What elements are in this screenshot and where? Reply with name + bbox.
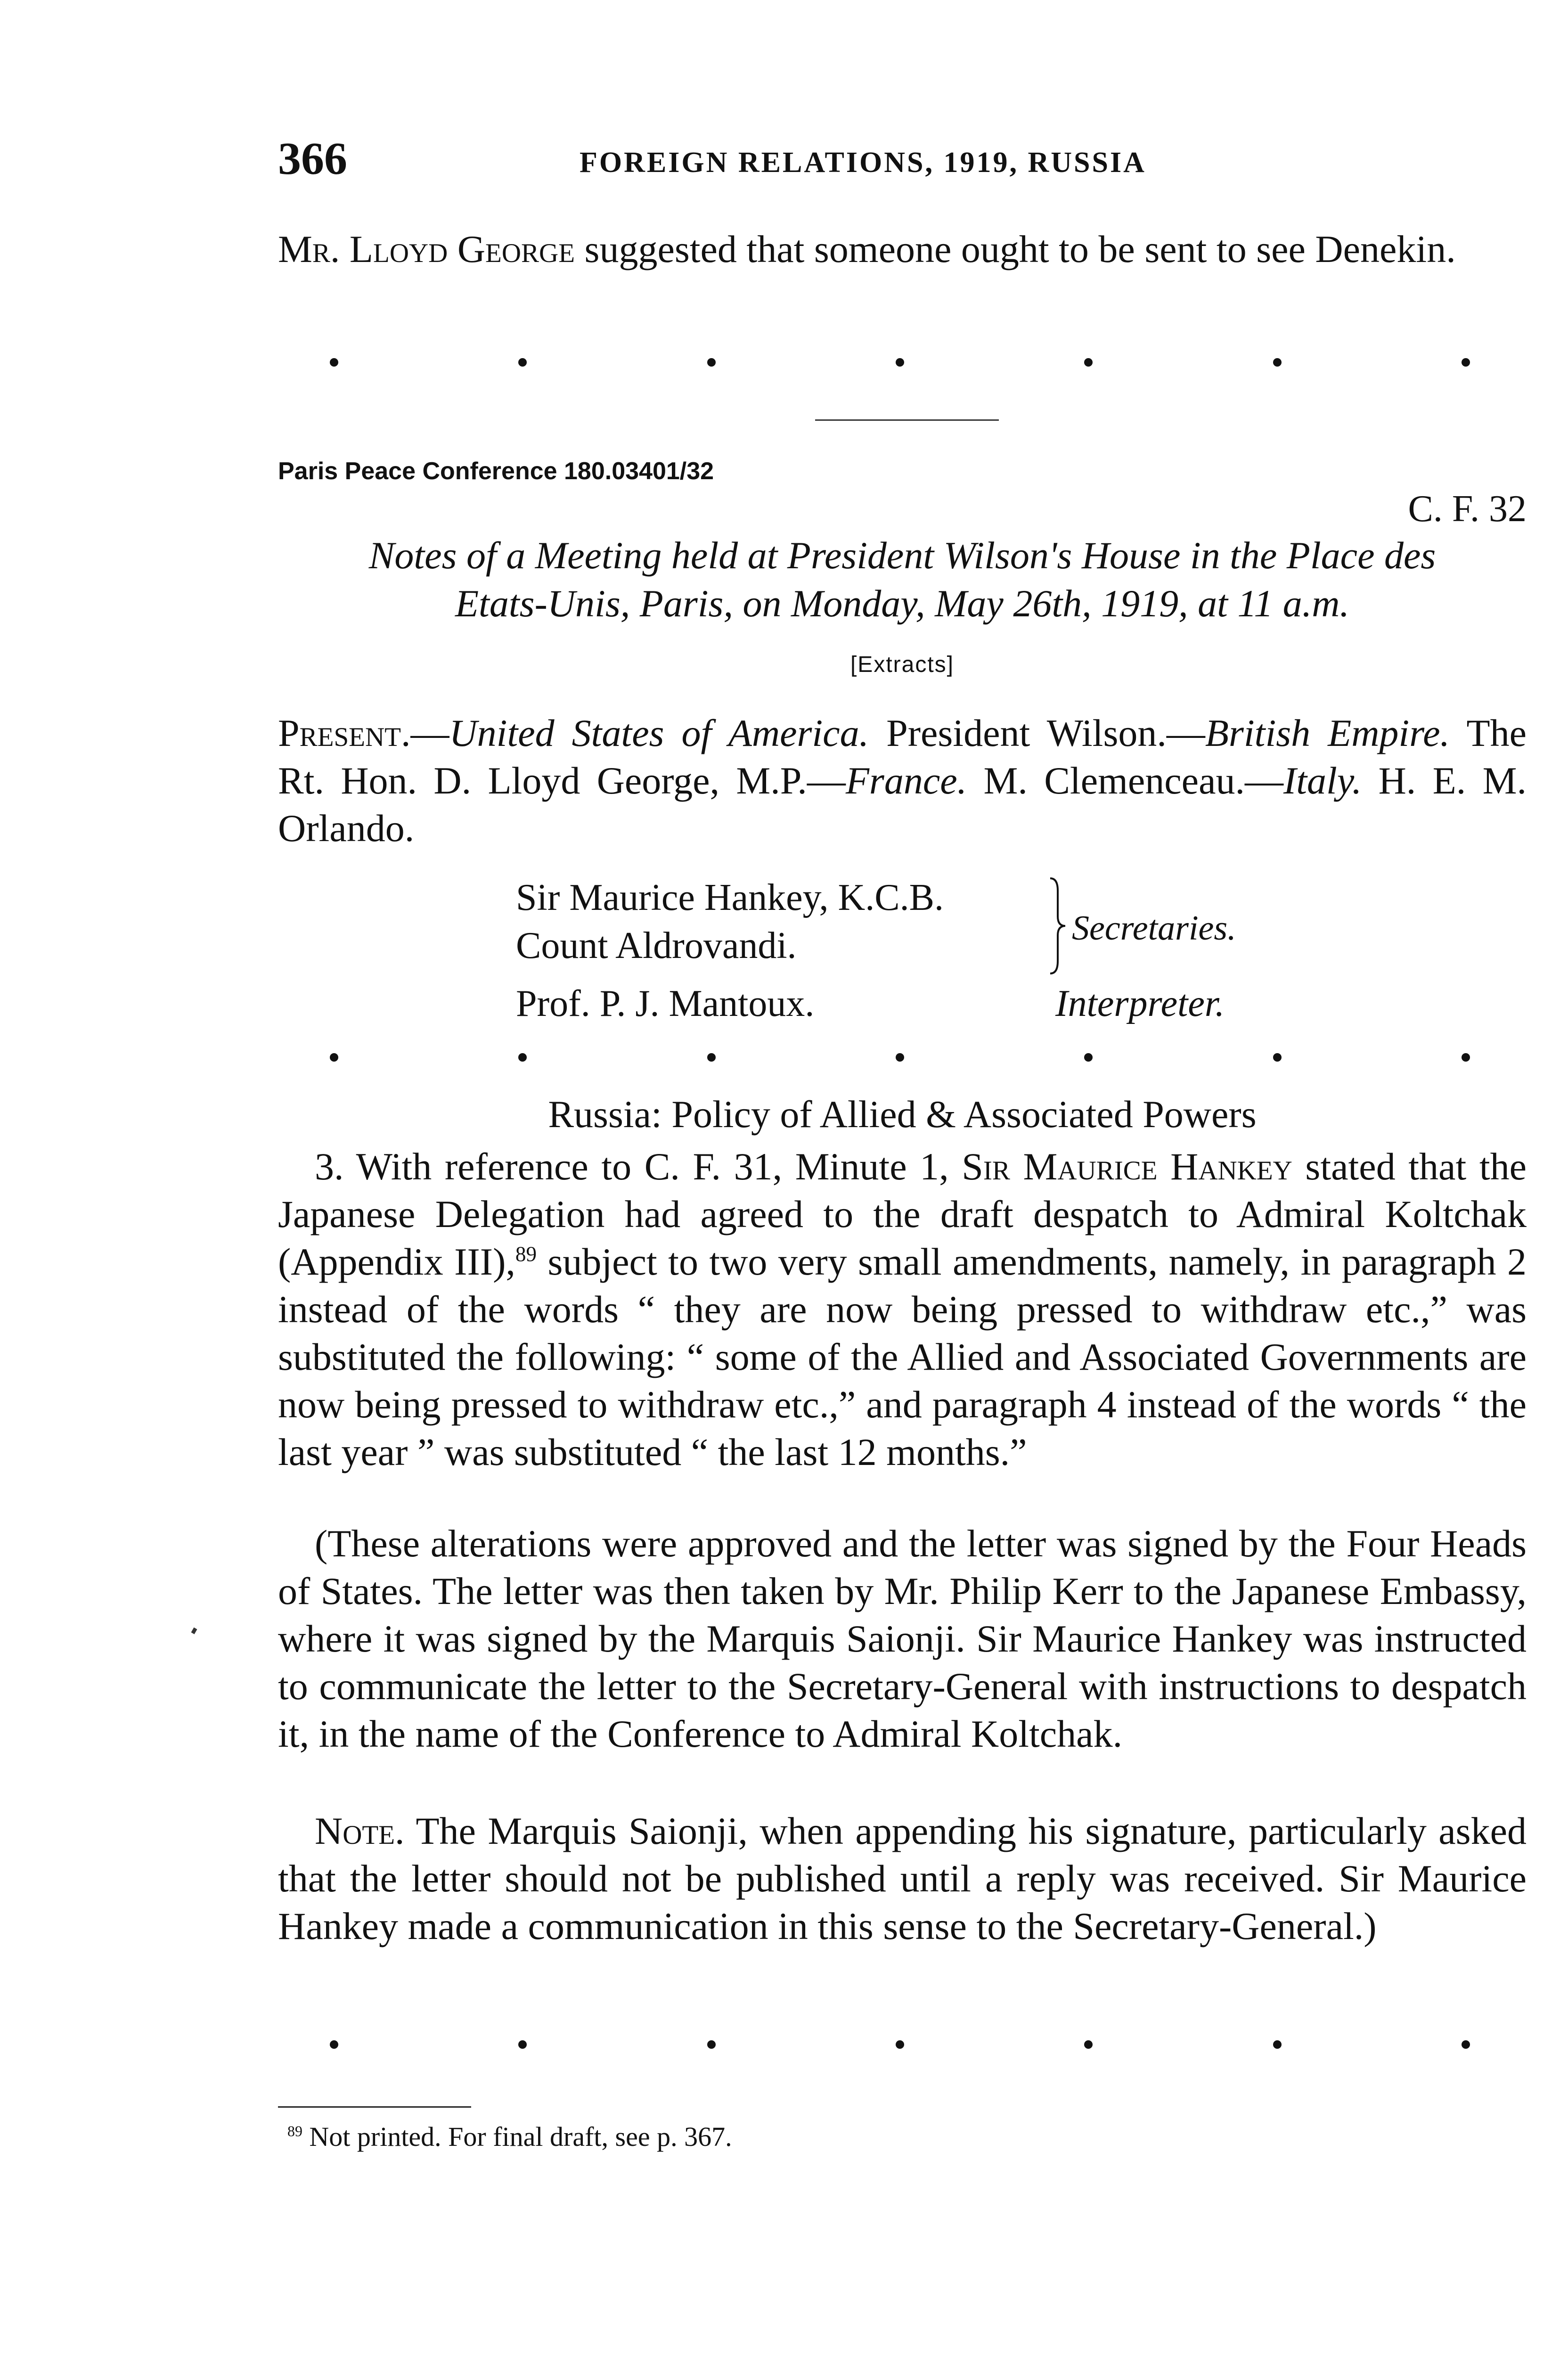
- ellipsis-dot: [1462, 1053, 1470, 1062]
- speaker-name: Mr. Lloyd George: [278, 228, 575, 270]
- ellipsis-dot: [707, 358, 716, 367]
- stray-ink-mark: [191, 1628, 197, 1634]
- us-label: United States of America.: [449, 712, 869, 754]
- meeting-heading-line-2: Etats-Unis, Paris, on Monday, May 26th, 1919, at 11 a.m.: [455, 582, 1350, 625]
- running-head: FOREIGN RELATIONS, 1919, RUSSIA: [580, 147, 1146, 179]
- interpreter-name: Prof. P. J. Mantoux.: [516, 983, 815, 1024]
- ellipsis-dot: [1084, 358, 1093, 367]
- ellipsis-dot: [896, 358, 904, 367]
- ellipsis-dot: [1462, 2040, 1470, 2049]
- us-members: President Wilson.: [886, 712, 1167, 754]
- minute-opening: With reference to C. F. 31, Minute 1,: [356, 1145, 949, 1188]
- section-title: Russia: Policy of Allied & Associated Powers: [548, 1093, 1257, 1136]
- ellipsis-dot: [896, 1053, 904, 1062]
- intro-paragraph: [278, 225, 1527, 273]
- minute-text-b: subject to two very small amendments, namely, in paragraph 2 instead of the words “ they are now being pressed to withdraw etc.,” was substituted the following: “ some of the Allied and Associated Governments are now being pressed to withdraw etc.,” and paragraph 4 instead of the words “ the last year ” was substituted “ the last 12 months.”: [278, 1240, 1527, 1473]
- present-label: Present.: [278, 712, 411, 754]
- decision-paragraph: (These alterations were approved and the letter was signed by the Four Heads of States. The letter was then taken by Mr. Philip Kerr to the Japanese Embassy, where it was signed by the Marquis Saionji. Sir Maurice Hankey was instructed to communicate the letter to the Secretary-General with instructions to despatch it, in the name of the Conference to Admiral Koltchak.: [278, 1522, 1527, 1755]
- france-members: M. Clemenceau.: [983, 759, 1245, 802]
- ellipsis-dot: [1462, 358, 1470, 367]
- footnote-text: Not printed. For final draft, see p. 367.: [309, 2121, 732, 2152]
- ellipsis-row: [330, 2040, 1470, 2049]
- page-number: 366: [278, 133, 347, 184]
- footnote-reference: 89: [515, 1242, 537, 1266]
- ellipsis-dot: [1273, 1053, 1282, 1062]
- minute-text-a: stated that the Japanese Delegation had agreed to the draft despatch to Admiral Koltchak (Appendix III),: [278, 1145, 1527, 1283]
- france-label: France.: [845, 759, 967, 802]
- secretaries-label: Secretaries.: [1072, 909, 1236, 948]
- file-reference: Paris Peace Conference 180.03401/32: [278, 458, 714, 485]
- brace-icon: [1048, 876, 1067, 975]
- ellipsis-dot: [1273, 2040, 1282, 2049]
- uk-label: British Empire.: [1205, 712, 1450, 754]
- ellipsis-dot: [330, 1053, 338, 1062]
- secretary-2: Count Aldrovandi.: [516, 925, 797, 966]
- note-label: Note.: [315, 1809, 405, 1852]
- ellipsis-row: [330, 1053, 1470, 1062]
- italy-members: H. E. M. Orlando.: [278, 759, 1527, 850]
- ellipsis-dot: [1084, 2040, 1093, 2049]
- minute-number: 3.: [315, 1145, 344, 1188]
- ellipsis-dot: [707, 2040, 716, 2049]
- present-paragraph: Present.—United States of America. President Wilson.—British Empire. The Rt. Hon. D. Lloyd George, M.P.—France. M. Clemenceau.—Italy. H. E. M. Orlando.: [278, 712, 1527, 850]
- interpreter-label: Interpreter.: [1055, 983, 1225, 1024]
- ellipsis-dot: [518, 358, 527, 367]
- footnote: [287, 2118, 732, 2156]
- ellipsis-dot: [1084, 1053, 1093, 1062]
- ellipsis-dot: [330, 358, 338, 367]
- ellipsis-dot: [1273, 358, 1282, 367]
- document-code: C. F. 32: [1408, 488, 1527, 530]
- intro-text: suggested that someone ought to be sent to see Denekin.: [584, 228, 1456, 270]
- ellipsis-dot: [896, 2040, 904, 2049]
- footnote-marker: 89: [287, 2123, 302, 2140]
- note-paragraph: [278, 1807, 1527, 1950]
- ellipsis-row: [330, 358, 1470, 367]
- meeting-heading: [278, 532, 1527, 628]
- ellipsis-dot: [518, 2040, 527, 2049]
- separator-rule: [815, 419, 999, 421]
- footnote-rule: [278, 2106, 471, 2108]
- secretary-1: Sir Maurice Hankey, K.C.B.: [516, 877, 944, 918]
- uk-members: The Rt. Hon. D. Lloyd George, M.P.: [278, 712, 1527, 802]
- ellipsis-dot: [330, 2040, 338, 2049]
- ellipsis-dot: [707, 1053, 716, 1062]
- meeting-heading-line-1: Notes of a Meeting held at President Wilson's House in the Place des: [368, 534, 1436, 577]
- extracts-label: [Extracts]: [850, 652, 955, 677]
- note-text: The Marquis Saionji, when appending his signature, particularly asked that the letter should not be published until a reply was received. Sir Maurice Hankey made a communication in this sense to the Secretary-General.): [278, 1809, 1527, 1947]
- minute-paragraph: [278, 1143, 1527, 1476]
- minute-speaker: Sir Maurice Hankey: [962, 1145, 1292, 1188]
- ellipsis-dot: [518, 1053, 527, 1062]
- italy-label: Italy.: [1283, 759, 1362, 802]
